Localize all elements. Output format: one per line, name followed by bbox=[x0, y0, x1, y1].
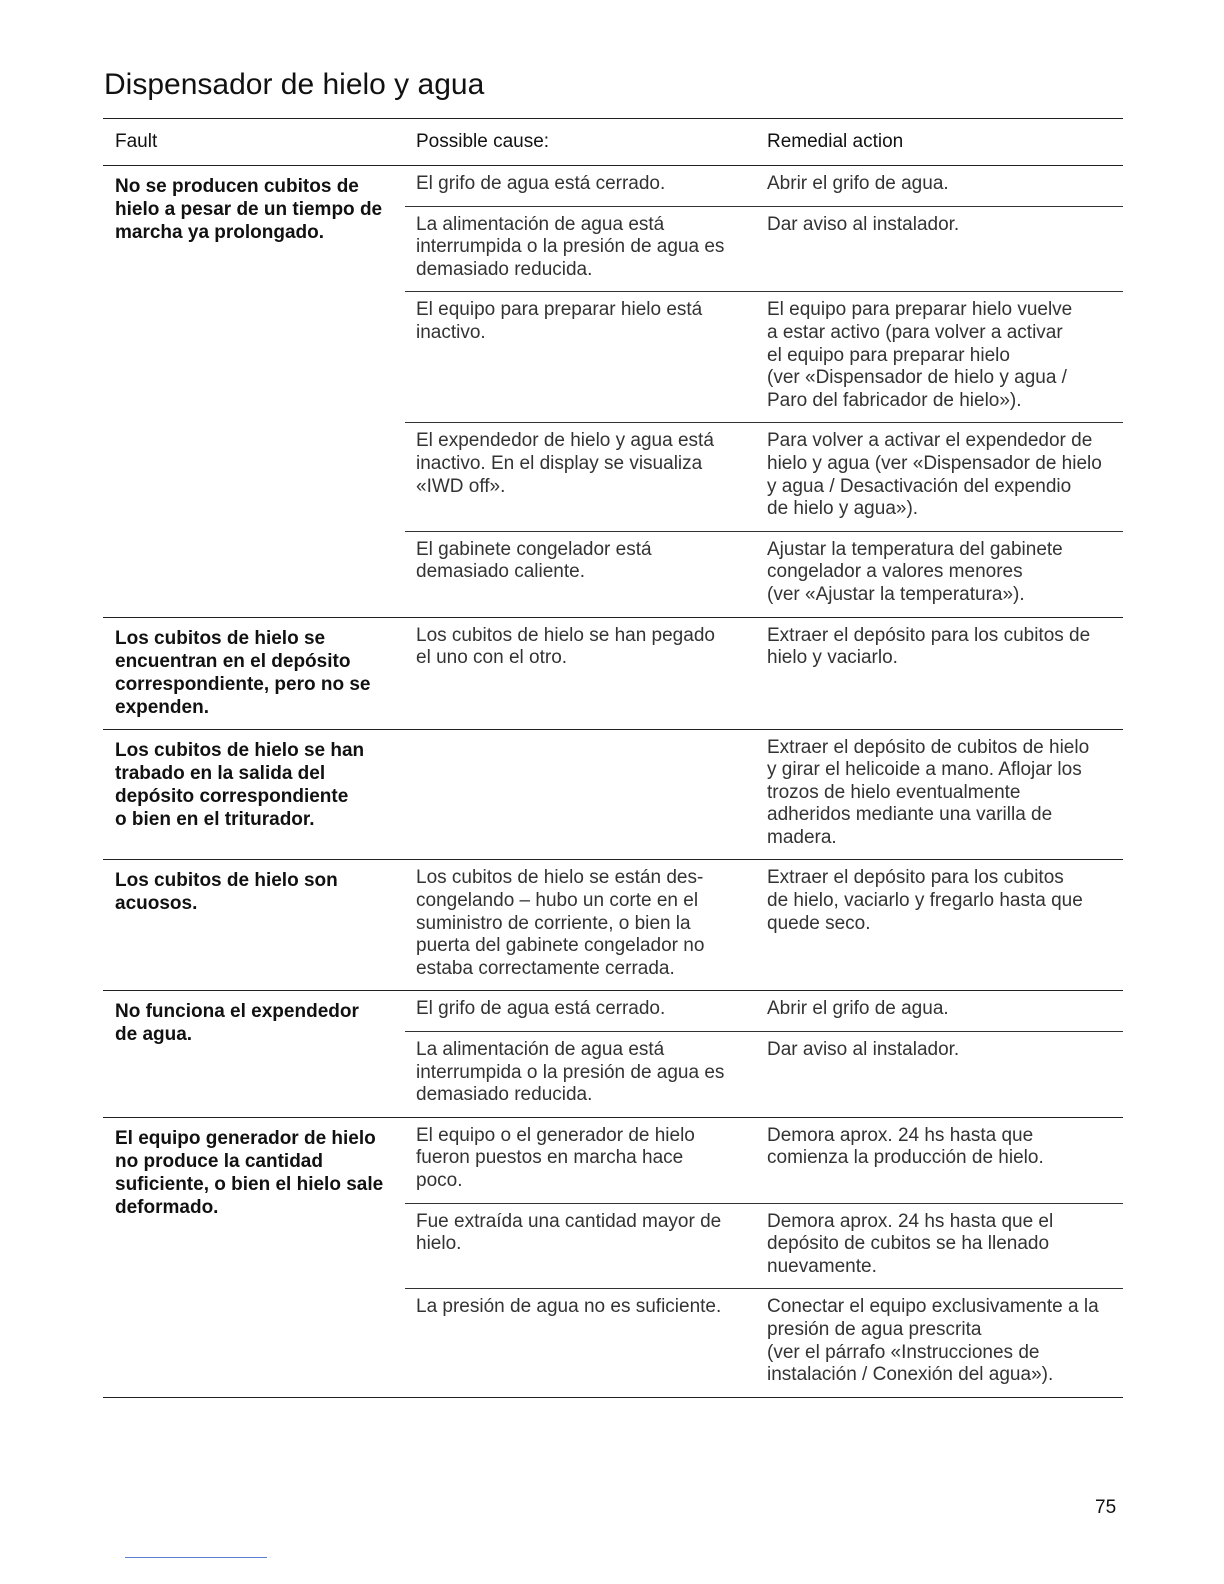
text-line: el uno con el otro. bbox=[416, 647, 568, 669]
text-line: El equipo generador de hielo bbox=[115, 1127, 376, 1149]
text-line: Demora aprox. 24 hs hasta que bbox=[767, 1124, 1034, 1146]
cause-action-list bbox=[405, 1118, 1123, 1397]
text-line: Los cubitos de hielo se bbox=[115, 627, 326, 649]
cause-cell bbox=[405, 423, 757, 530]
text-line: Abrir el grifo de agua. bbox=[767, 998, 949, 1020]
text-line: trabado en la salida del bbox=[115, 762, 326, 784]
text-line: depósito correspondiente bbox=[115, 785, 349, 807]
table-row bbox=[405, 618, 1123, 680]
cause-cell bbox=[405, 991, 757, 1031]
text-line: puerta del gabinete congelador no bbox=[416, 935, 705, 957]
text-line: depósito de cubitos se ha llenado bbox=[767, 1233, 1050, 1255]
action-cell bbox=[757, 1204, 1123, 1289]
text-line: suficiente, o bien el hielo sale bbox=[115, 1173, 384, 1195]
action-cell bbox=[757, 423, 1123, 530]
text-line: de hielo y agua»). bbox=[767, 498, 919, 520]
text-line: suministro de corriente, o bien la bbox=[416, 912, 691, 934]
text-line: El equipo para preparar hielo está bbox=[416, 299, 703, 321]
page-number: 75 bbox=[1095, 1497, 1117, 1518]
text-line: Ajustar la temperatura del gabinete bbox=[767, 538, 1063, 560]
cause-action-list bbox=[405, 991, 1123, 1116]
table-row bbox=[405, 730, 1123, 860]
header-remedial-action: Remedial action bbox=[767, 131, 904, 152]
text-line: el equipo para preparar hielo bbox=[767, 344, 1010, 366]
text-line: no produce la cantidad bbox=[115, 1150, 323, 1172]
fault-cell bbox=[103, 991, 405, 1116]
action-cell bbox=[757, 166, 1123, 206]
fault-cell bbox=[103, 1118, 405, 1397]
text-line: nuevamente. bbox=[767, 1255, 877, 1277]
text-line: Paro del fabricador de hielo»). bbox=[767, 389, 1022, 411]
text-line: Los cubitos de hielo se han pegado bbox=[416, 624, 715, 646]
text-line: La presión de agua no es suficiente. bbox=[416, 1296, 722, 1318]
action-cell bbox=[757, 730, 1123, 860]
text-line: inactivo. En el display se visualiza bbox=[416, 452, 703, 474]
text-line: (ver el párrafo «Instrucciones de bbox=[767, 1341, 1040, 1363]
text-line: marcha ya prolongado. bbox=[115, 222, 325, 243]
table-row bbox=[405, 206, 1123, 292]
text-line: comienza la producción de hielo. bbox=[767, 1147, 1044, 1169]
text-line: congelador a valores menores bbox=[767, 561, 1023, 583]
cause-cell bbox=[405, 860, 757, 990]
table-body bbox=[103, 166, 1123, 1398]
text-line: Dar aviso al instalador. bbox=[767, 213, 960, 235]
cause-cell bbox=[405, 1204, 757, 1289]
text-line: hielo y vaciarlo. bbox=[767, 647, 898, 669]
text-line: Extraer el depósito para los cubitos bbox=[767, 867, 1064, 889]
text-line: hielo. bbox=[416, 1233, 462, 1255]
text-line: (ver «Ajustar la temperatura»). bbox=[767, 583, 1025, 605]
text-line: El expendedor de hielo y agua está bbox=[416, 430, 714, 452]
text-line: adheridos mediante una varilla de bbox=[767, 804, 1053, 826]
cause-action-list bbox=[405, 618, 1123, 729]
text-line: correspondiente, pero no se bbox=[115, 673, 371, 695]
action-cell bbox=[757, 1289, 1123, 1396]
text-line: Dar aviso al instalador. bbox=[767, 1039, 960, 1061]
header-possible-cause: Possible cause: bbox=[416, 131, 550, 152]
text-line: y agua / Desactivación del expendio bbox=[767, 475, 1072, 497]
footer-rule bbox=[125, 1557, 267, 1558]
fault-cell bbox=[103, 618, 405, 729]
text-line: deformado. bbox=[115, 1196, 219, 1218]
fault-cell bbox=[103, 860, 405, 990]
action-cell bbox=[757, 292, 1123, 422]
text-line: acuosos. bbox=[115, 893, 198, 915]
cause-cell bbox=[405, 730, 757, 860]
text-line: (ver «Dispensador de hielo y agua / bbox=[767, 367, 1067, 389]
cause-cell bbox=[405, 292, 757, 422]
text-line: hielo y agua (ver «Dispensador de hielo bbox=[767, 452, 1102, 474]
text-line: Conectar el equipo exclusivamente a la bbox=[767, 1296, 1099, 1318]
cause-action-list bbox=[405, 730, 1123, 860]
text-line: encuentran en el depósito bbox=[115, 650, 351, 672]
action-cell bbox=[757, 991, 1123, 1031]
text-line: presión de agua prescrita bbox=[767, 1318, 982, 1340]
action-cell bbox=[757, 532, 1123, 617]
text-line: instalación / Conexión del agua»). bbox=[767, 1364, 1054, 1386]
text-line: Fue extraída una cantidad mayor de bbox=[416, 1210, 722, 1232]
page-title: Dispensador de hielo y agua bbox=[104, 68, 485, 101]
table-row bbox=[405, 1118, 1123, 1203]
text-line: madera. bbox=[767, 826, 837, 848]
table-row bbox=[405, 422, 1123, 530]
fault-cell bbox=[103, 730, 405, 860]
fault-group bbox=[103, 730, 1123, 861]
header-fault: Fault bbox=[115, 131, 158, 152]
fault-group bbox=[103, 618, 1123, 730]
troubleshooting-table bbox=[103, 118, 1123, 1398]
text-line: Extraer el depósito para los cubitos de bbox=[767, 624, 1091, 646]
table-row bbox=[405, 1288, 1123, 1396]
text-line: interrumpida o la presión de agua es bbox=[416, 1061, 725, 1083]
text-line: Para volver a activar el expendedor de bbox=[767, 430, 1093, 452]
text-line: El equipo para preparar hielo vuelve bbox=[767, 299, 1073, 321]
text-line: demasiado caliente. bbox=[416, 561, 585, 583]
text-line: poco. bbox=[416, 1170, 463, 1191]
text-line: El grifo de agua está cerrado. bbox=[416, 998, 666, 1020]
text-line: de agua. bbox=[115, 1024, 193, 1046]
table-row bbox=[405, 1203, 1123, 1289]
text-line: interrumpida o la presión de agua es bbox=[416, 236, 725, 258]
table-row bbox=[405, 166, 1123, 206]
table-header bbox=[103, 119, 1123, 166]
text-line: Extraer el depósito de cubitos de hielo bbox=[767, 736, 1090, 758]
text-line: No se producen cubitos de bbox=[115, 176, 359, 197]
action-cell bbox=[757, 1118, 1123, 1203]
text-line: Los cubitos de hielo son bbox=[115, 870, 338, 892]
table-row bbox=[405, 291, 1123, 422]
fault-group bbox=[103, 1118, 1123, 1398]
text-line: La alimentación de agua está bbox=[416, 1039, 665, 1061]
text-line: trozos de hielo eventualmente bbox=[767, 781, 1021, 803]
text-line: inactivo. bbox=[416, 321, 486, 343]
text-line: La alimentación de agua está bbox=[416, 213, 665, 235]
text-line: El equipo o el generador de hielo bbox=[416, 1124, 695, 1146]
table-row bbox=[405, 1031, 1123, 1117]
text-line: Abrir el grifo de agua. bbox=[767, 173, 949, 194]
text-line: congelando – hubo un corte en el bbox=[416, 890, 699, 912]
action-cell bbox=[757, 207, 1123, 292]
text-line: demasiado reducida. bbox=[416, 258, 593, 280]
action-cell bbox=[757, 618, 1123, 680]
cause-action-list bbox=[405, 166, 1123, 617]
fault-group bbox=[103, 166, 1123, 618]
cause-action-list bbox=[405, 860, 1123, 990]
table-row bbox=[405, 991, 1123, 1031]
cause-cell bbox=[405, 1289, 757, 1396]
cause-cell bbox=[405, 166, 757, 206]
table-row bbox=[405, 860, 1123, 990]
text-line: o bien en el triturador. bbox=[115, 808, 315, 830]
text-line: El grifo de agua está cerrado. bbox=[416, 173, 666, 194]
text-line: Los cubitos de hielo se han bbox=[115, 739, 365, 761]
cause-cell bbox=[405, 1032, 757, 1117]
action-cell bbox=[757, 1032, 1123, 1117]
cause-cell bbox=[405, 207, 757, 292]
text-line: demasiado reducida. bbox=[416, 1084, 593, 1106]
text-line: Los cubitos de hielo se están des- bbox=[416, 867, 704, 889]
fault-group bbox=[103, 860, 1123, 991]
text-line: Demora aprox. 24 hs hasta que el bbox=[767, 1210, 1054, 1232]
text-line: de hielo, vaciarlo y fregarlo hasta que bbox=[767, 890, 1083, 912]
text-line: «IWD off». bbox=[416, 475, 506, 497]
text-line: fueron puestos en marcha hace bbox=[416, 1147, 684, 1169]
fault-group bbox=[103, 991, 1123, 1117]
cause-cell bbox=[405, 532, 757, 617]
text-line: y girar el helicoide a mano. Aflojar los bbox=[767, 759, 1082, 781]
text-line: estaba correctamente cerrada. bbox=[416, 957, 675, 979]
text-line: El gabinete congelador está bbox=[416, 538, 652, 560]
text-line: hielo a pesar de un tiempo de bbox=[115, 199, 383, 220]
table-row bbox=[405, 531, 1123, 617]
text-line: a estar activo (para volver a activar bbox=[767, 321, 1063, 343]
text-line: quede seco. bbox=[767, 912, 871, 934]
fault-cell bbox=[103, 166, 405, 617]
action-cell bbox=[757, 860, 1123, 990]
text-line: expenden. bbox=[115, 696, 209, 718]
cause-cell bbox=[405, 1118, 757, 1203]
text-line: No funciona el expendedor bbox=[115, 1001, 359, 1023]
cause-cell bbox=[405, 618, 757, 680]
